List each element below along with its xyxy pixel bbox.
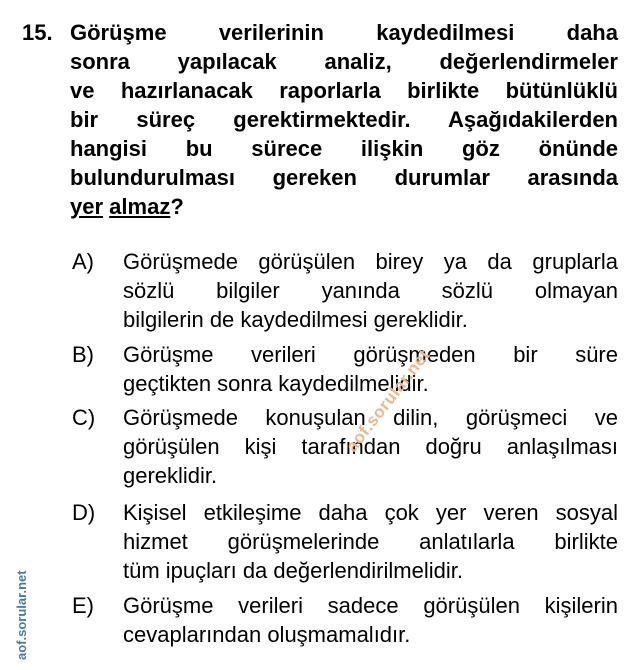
option-line: Görüşmede görüşülen birey ya da gruplarla	[123, 249, 618, 274]
option-a-text[interactable]	[123, 247, 618, 334]
option-line: sözlü bilgiler yanında sözlü olmayan	[123, 278, 618, 303]
option-line: tüm ipuçları da değerlendirilmelidir.	[123, 558, 463, 583]
option-d-text[interactable]	[123, 498, 618, 585]
question-line: bir süreç gerektirmektedir. Aşağıdakilerden	[70, 107, 618, 132]
option-a-letter[interactable]: A)	[72, 249, 94, 274]
option-line: geçtikten sonra kaydedilmelidir.	[123, 371, 429, 396]
option-line: cevaplarından oluşmamalıdır.	[123, 622, 411, 647]
option-line: gereklidir.	[123, 463, 218, 488]
option-d-letter[interactable]: D)	[72, 500, 96, 525]
question-line: hangisi bu sürece ilişkin göz önünde	[70, 136, 618, 161]
option-line: görüşülen kişi tarafından doğru anlaşılması	[123, 434, 618, 459]
option-line: Kişisel etkileşime daha çok yer veren sosyal	[123, 500, 618, 525]
question-line: bulundurulması gereken durumlar arasında	[70, 165, 618, 190]
option-line: Görüşme verileri görüşmeden bir süre	[123, 342, 618, 367]
option-line: hizmet görüşmelerinde anlatılarla birlikte	[123, 529, 618, 554]
question-line: Görüşme verilerinin kaydedilmesi daha	[70, 20, 618, 45]
option-c-letter[interactable]: C)	[72, 405, 96, 430]
watermark-side: aof.sorular.net	[14, 570, 29, 660]
option-b-text[interactable]	[123, 340, 618, 398]
question-number: 15.	[22, 20, 53, 45]
question-stem	[70, 18, 618, 221]
option-b-letter[interactable]: B)	[72, 342, 94, 367]
question-line-final	[70, 192, 618, 221]
question-line: sonra yapılacak analiz, değerlendirmeler	[70, 49, 618, 74]
option-line: bilgilerin de kaydedilmesi gereklidir.	[123, 307, 468, 332]
option-e-letter[interactable]: E)	[72, 593, 94, 618]
underlined-word: almaz	[109, 194, 171, 219]
question-line: ve hazırlanacak raporlarla birlikte bütünlüklü	[70, 78, 618, 103]
question-mark: ?	[170, 194, 184, 219]
option-line: Görüşme verileri sadece görüşülen kişilerin	[123, 593, 618, 618]
option-line: Görüşmede konuşulan dilin, görüşmeci ve	[123, 405, 618, 430]
option-e-text[interactable]	[123, 591, 618, 649]
watermark-center: aof.sorular.net	[342, 345, 434, 456]
underlined-word: yer	[70, 194, 104, 219]
